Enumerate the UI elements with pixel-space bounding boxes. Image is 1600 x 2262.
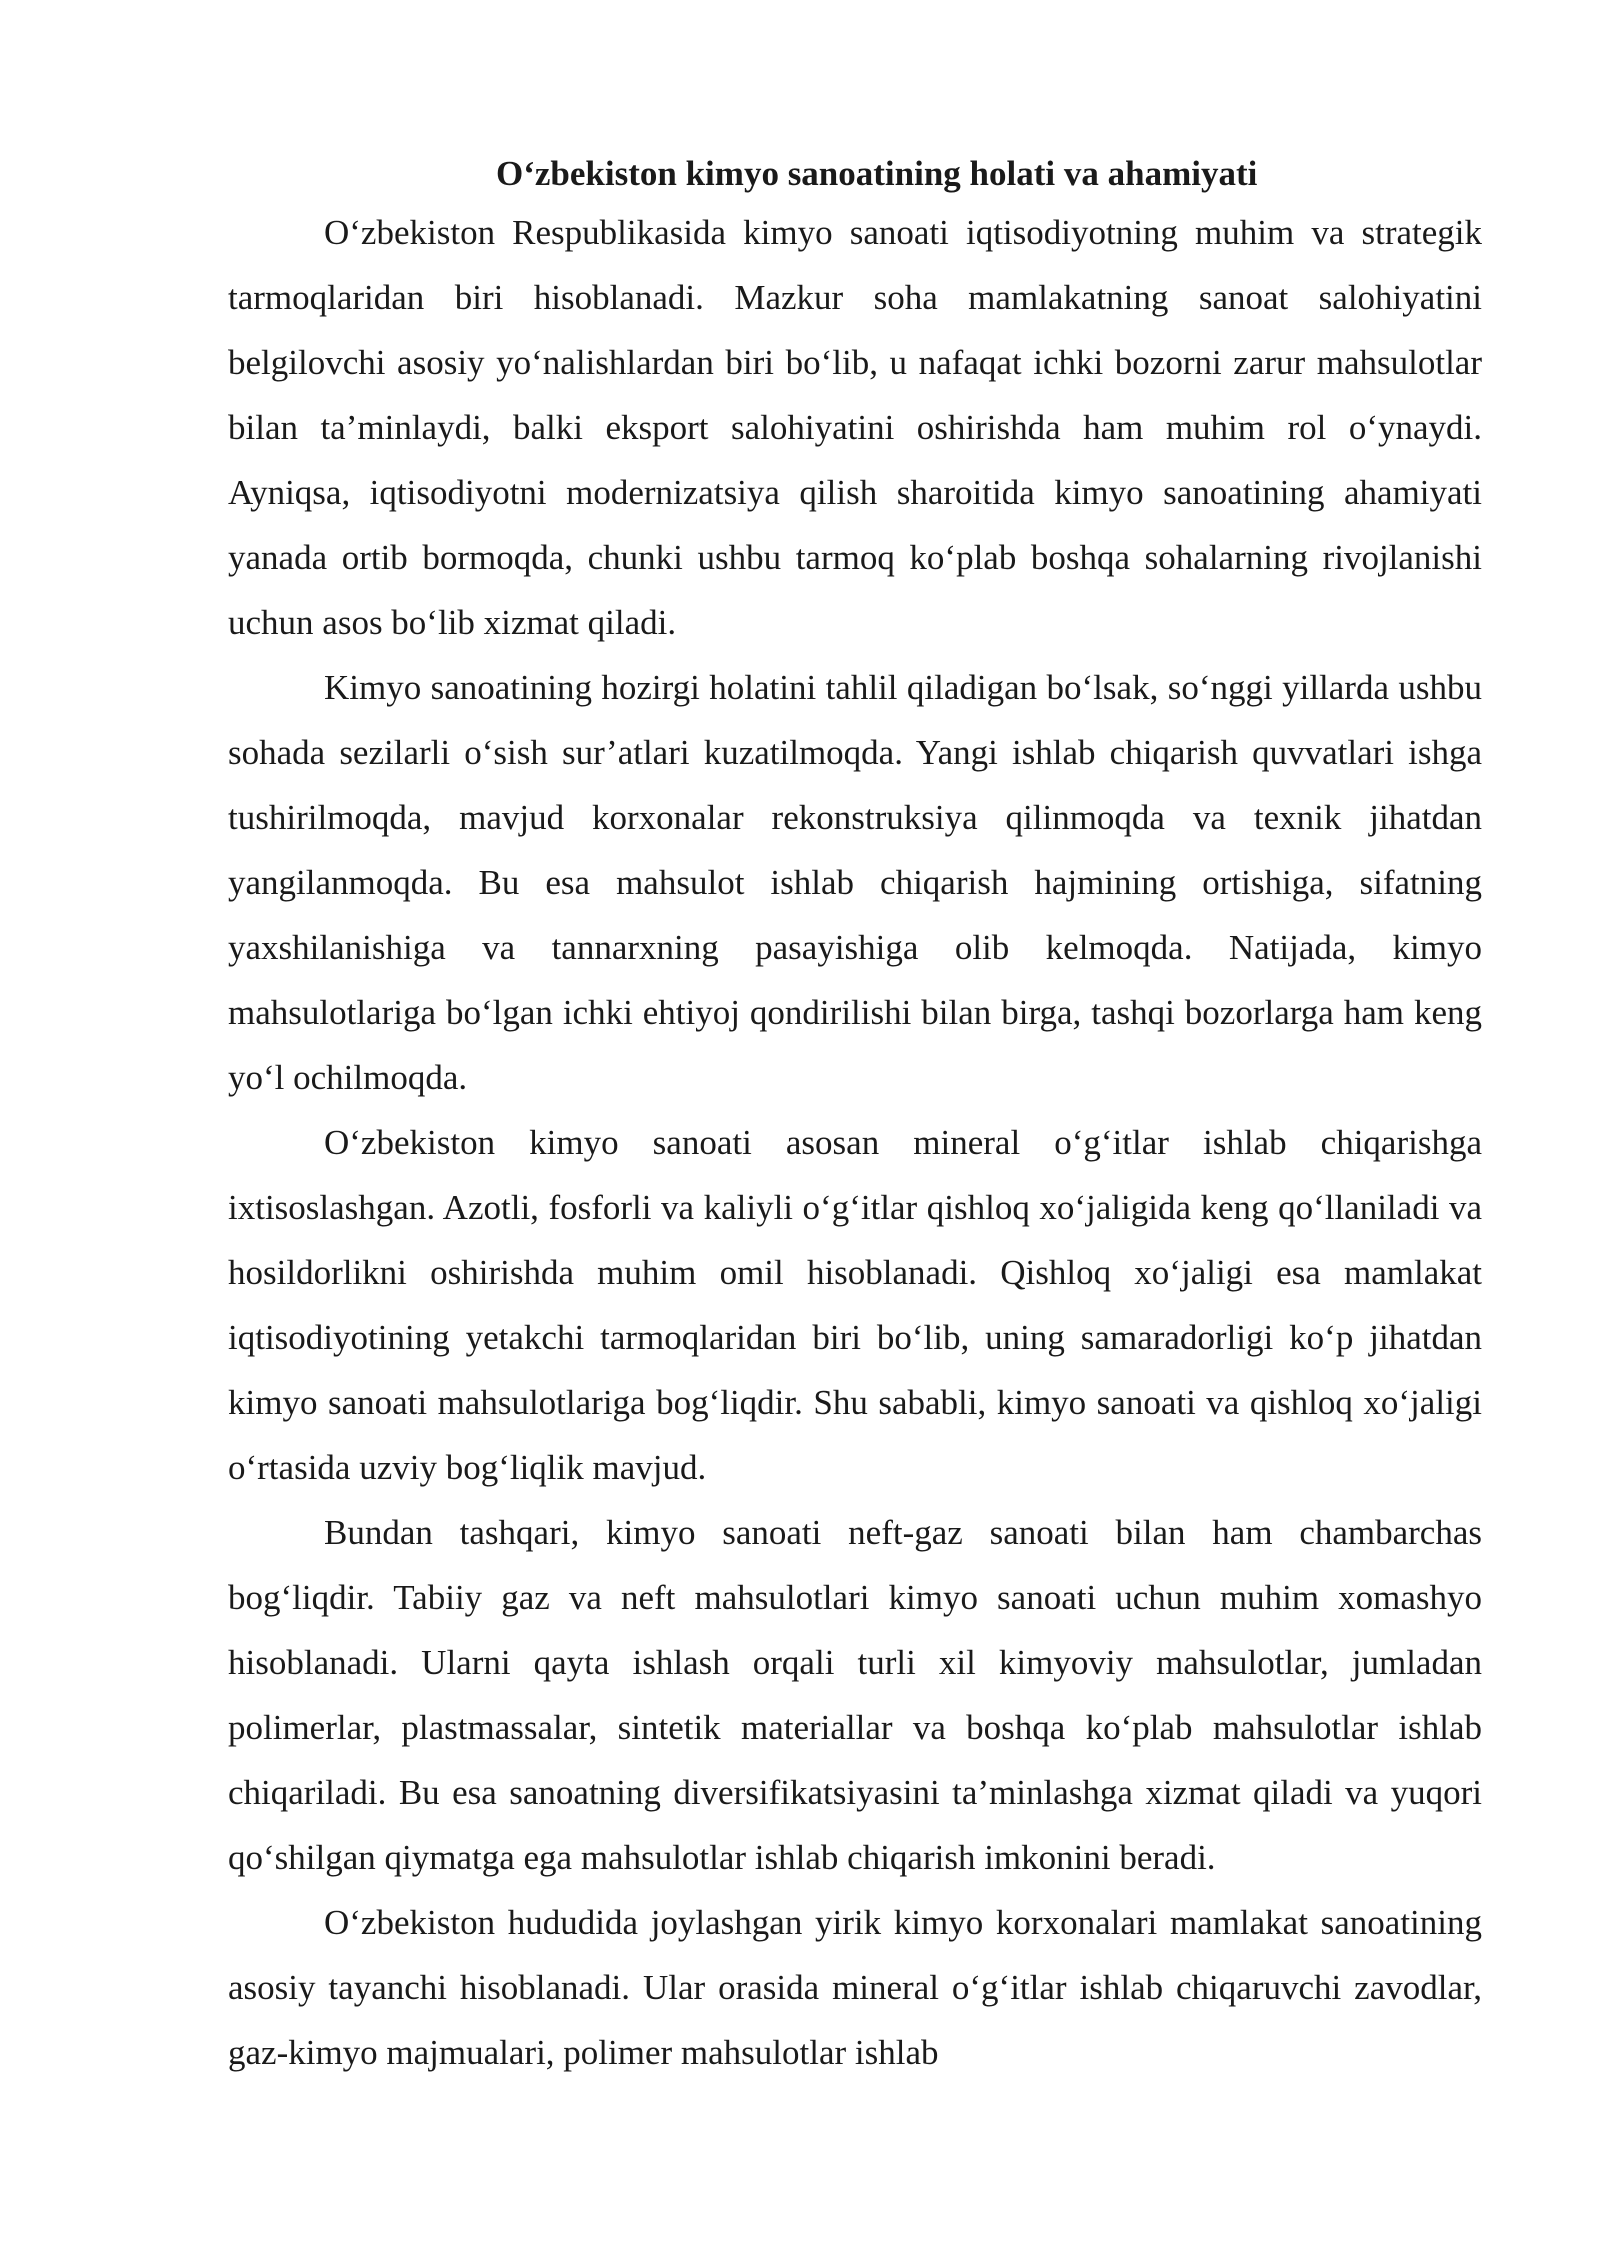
paragraph: Bundan tashqari, kimyo sanoati neft-gaz sanoati bilan ham chambarchas bog‘liqdir. Tabiiy gaz va neft mahsulotlari kimyo sanoati uchun muhim xomashyo hisoblanadi. Ularni qayta ishlash orqali turli xil kimyoviy mahsulotlar, jumladan polimerlar, plastmassalar, sintetik materiallar va boshqa ko‘plab mahsulotlar ishlab chiqariladi. Bu esa sanoatning diversifikatsiyasini ta’minlashga xizmat qiladi va yuqori qo‘shilgan qiymatga ega mahsulotlar ishlab chiqarish imkonini beradi. (228, 1513, 1482, 1877)
document-title: O‘zbekiston kimyo sanoatining holati va ahamiyati (496, 154, 1258, 193)
paragraph: O‘zbekiston Respublikasida kimyo sanoati iqtisodiyotning muhim va strategik tarmoqlaridan biri hisoblanadi. Mazkur soha mamlakatning sanoat salohiyatini belgilovchi asosiy yo‘nalishlardan biri bo‘lib, u nafaqat ichki bozorni zarur mahsulotlar bilan ta’minlaydi, balki eksport salohiyatini oshirishda ham muhim rol o‘ynaydi. Ayniqsa, iqtisodiyotni modernizatsiya qilish sharoitida kimyo sanoatining ahamiyati yanada ortib bormoqda, chunki ushbu tarmoq ko‘plab boshqa sohalarning rivojlanishi uchun asos bo‘lib xizmat qiladi. (228, 213, 1482, 642)
paragraph: Kimyo sanoatining hozirgi holatini tahlil qiladigan bo‘lsak, so‘nggi yillarda ushbu sohada sezilarli o‘sish sur’atlari kuzatilmoqda. Yangi ishlab chiqarish quvvatlari ishga tushirilmoqda, mavjud korxonalar rekonstruksiya qilinmoqda va texnik jihatdan yangilanmoqda. Bu esa mahsulot ishlab chiqarish hajmining ortishiga, sifatning yaxshilanishiga va tannarxning pasayishiga olib kelmoqda. Natijada, kimyo mahsulotlariga bo‘lgan ichki ehtiyoj qondirilishi bilan birga, tashqi bozorlarga ham keng yo‘l ochilmoqda. (228, 668, 1482, 1097)
paragraph: O‘zbekiston kimyo sanoati asosan mineral o‘g‘itlar ishlab chiqarishga ixtisoslashgan. Azotli, fosforli va kaliyli o‘g‘itlar qishloq xo‘jaligida keng qo‘llaniladi va hosildorlikni oshirishda muhim omil hisoblanadi. Qishloq xo‘jaligi esa mamlakat iqtisodiyotining yetakchi tarmoqlaridan biri bo‘lib, uning samaradorligi ko‘p jihatdan kimyo sanoati mahsulotlariga bog‘liqdir. Shu sababli, kimyo sanoati va qishloq xo‘jaligi o‘rtasida uzviy bog‘liqlik mavjud. (228, 1123, 1482, 1487)
document-body (228, 148, 1482, 2085)
paragraph: O‘zbekiston hududida joylashgan yirik kimyo korxonalari mamlakat sanoatining asosiy tayanchi hisoblanadi. Ular orasida mineral o‘g‘itlar ishlab chiqaruvchi zavodlar, gaz-kimyo majmualari, polimer mahsulotlar ishlab (228, 1903, 1482, 2072)
